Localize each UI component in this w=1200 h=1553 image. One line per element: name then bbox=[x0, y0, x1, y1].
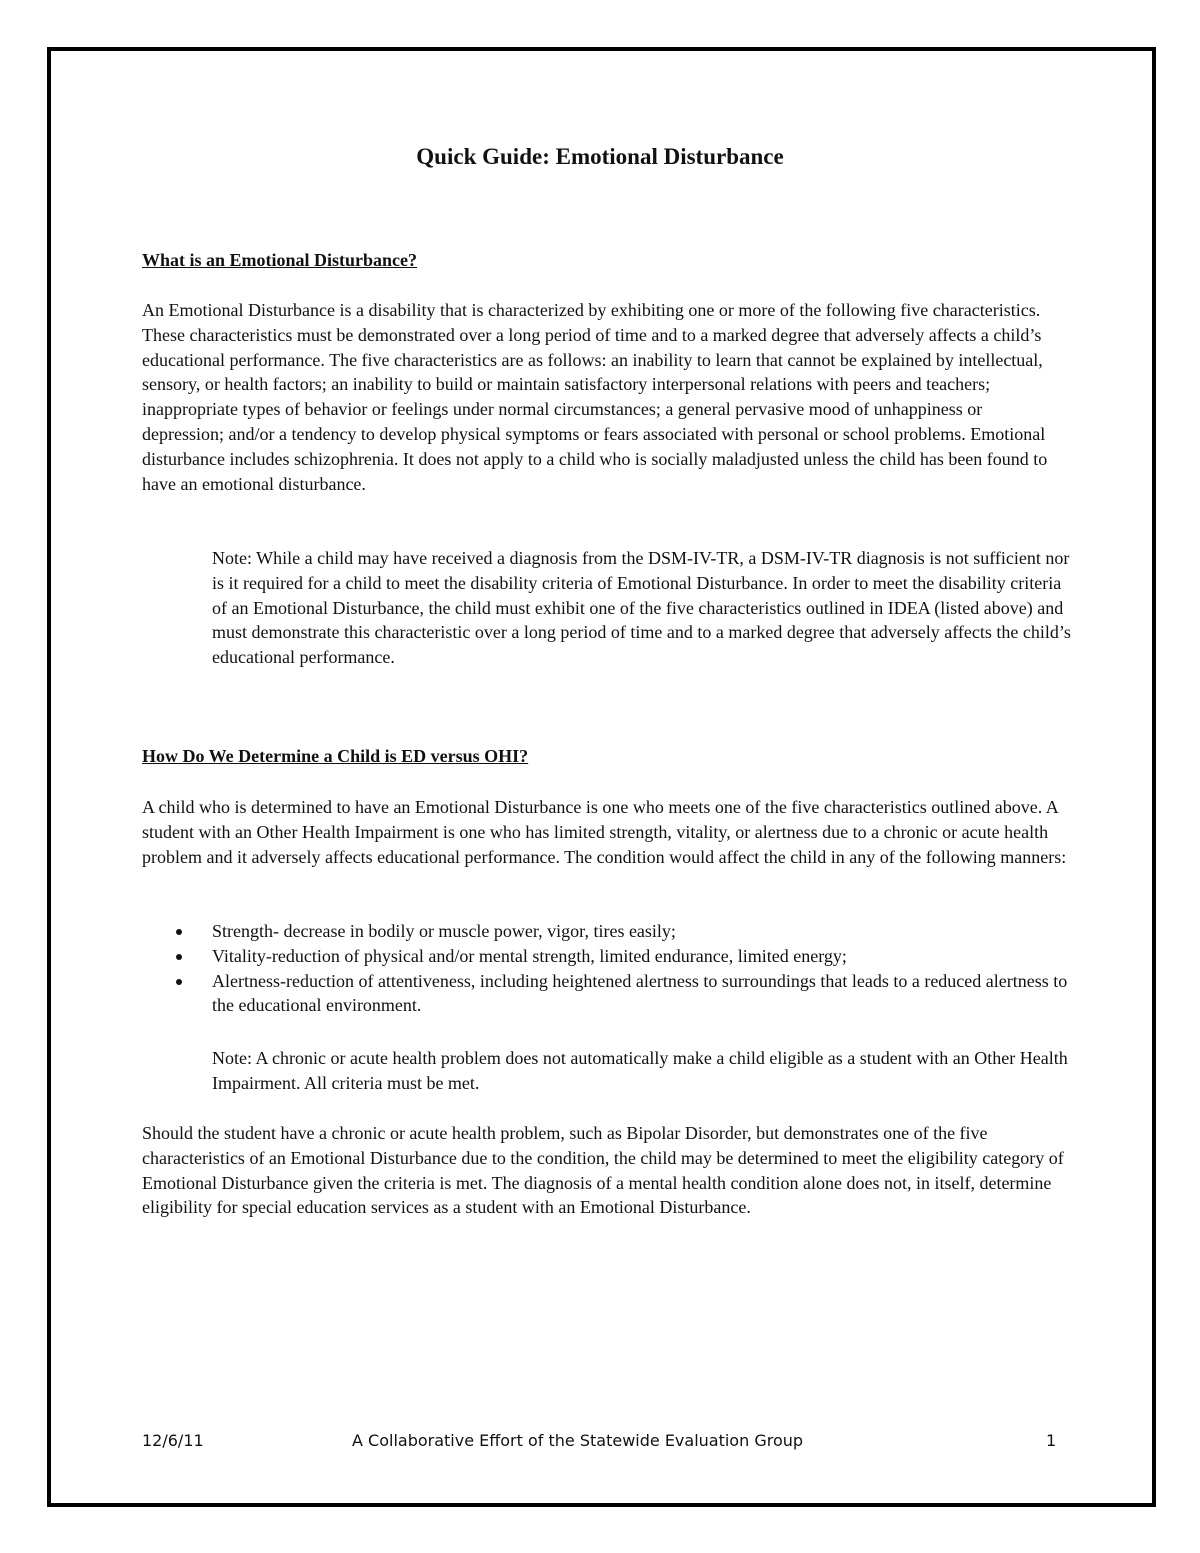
section-paragraph-ohi: A child who is determined to have an Emotional Disturbance is one who meets one of the five characteristics outlined above. A student with an Other Health Impairment is one who has limited strength, vitality, or alertness due to a chronic or acute health problem and it adversely affects educational performance. The condition would affect the child in any of the following manners: bbox=[142, 797, 1067, 867]
note-ohi-eligibility: Note: A chronic or acute health problem does not automatically make a child eligible as a student with an Other Health Impairment. All criteria must be met. bbox=[212, 1048, 1068, 1093]
list-item-text: Alertness-reduction of attentiveness, including heightened alertness to surroundings that leads to a reduced alertness to the educational environment. bbox=[212, 970, 1068, 1016]
list-item-text: Vitality-reduction of physical and/or mental strength, limited endurance, limited energy; bbox=[212, 945, 847, 966]
page-title: Quick Guide: Emotional Disturbance bbox=[416, 144, 784, 169]
bullet-icon bbox=[176, 954, 182, 960]
section-paragraph-closing: Should the student have a chronic or acute health problem, such as Bipolar Disorder, but demonstrates one of the five characteristics of an Emotional Disturbance due to the condition, the child may be determined to meet the eligibility category of Emotional Disturbance given the criteria is met. The diagnosis of a mental health condition alone does not, in itself, determine eligibility for special education services as a student with an Emotional Disturbance. bbox=[142, 1123, 1064, 1218]
footer-attribution: A Collaborative Effort of the Statewide Evaluation Group bbox=[352, 1431, 804, 1450]
list-item-text: Strength- decrease in bodily or muscle power, vigor, tires easily; bbox=[212, 921, 676, 941]
list-item bbox=[142, 969, 1072, 1019]
list-item bbox=[142, 944, 1072, 969]
section-heading-what-is-ed: What is an Emotional Disturbance? bbox=[142, 250, 418, 270]
footer-date: 12/6/11 bbox=[142, 1431, 204, 1450]
footer-page-number: 1 bbox=[1046, 1431, 1057, 1450]
bullet-icon bbox=[176, 979, 182, 985]
list-item bbox=[142, 919, 1072, 944]
ohi-criteria-list bbox=[142, 919, 1072, 1018]
section-heading-ed-vs-ohi: How Do We Determine a Child is ED versus OHI? bbox=[142, 746, 529, 766]
bullet-icon bbox=[176, 929, 182, 935]
note-dsm-diagnosis: Note: While a child may have received a diagnosis from the DSM-IV-TR, a DSM-IV-TR diagnosis is not sufficient nor is it required for a child to meet the disability criteria of Emotional Disturbance. In order to meet the disability criteria of an Emotional Disturbance, the child must exhibit one of the five characteristics outlined in IDEA (listed above) and must demonstrate this characteristic over a long period of time and to a marked degree that adversely affects the child’s educational performance. bbox=[212, 548, 1071, 668]
section-paragraph-definition: An Emotional Disturbance is a disability that is characterized by exhibiting one or more of the following five characteristics. These characteristics must be demonstrated over a long period of time and to a marked degree that adversely affects a child’s educational performance. The five characteristics are as follows: an inability to learn that cannot be explained by intellectual, sensory, or health factors; an inability to build or maintain satisfactory interpersonal relations with peers and teachers; inappropriate types of behavior or feelings under normal circumstances; a general pervasive mood of unhappiness or depression; and/or a tendency to develop physical symptoms or fears associated with personal or school problems. Emotional disturbance includes schizophrenia. It does not apply to a child who is socially maladjusted unless the child has been found to have an emotional disturbance. bbox=[142, 300, 1048, 494]
